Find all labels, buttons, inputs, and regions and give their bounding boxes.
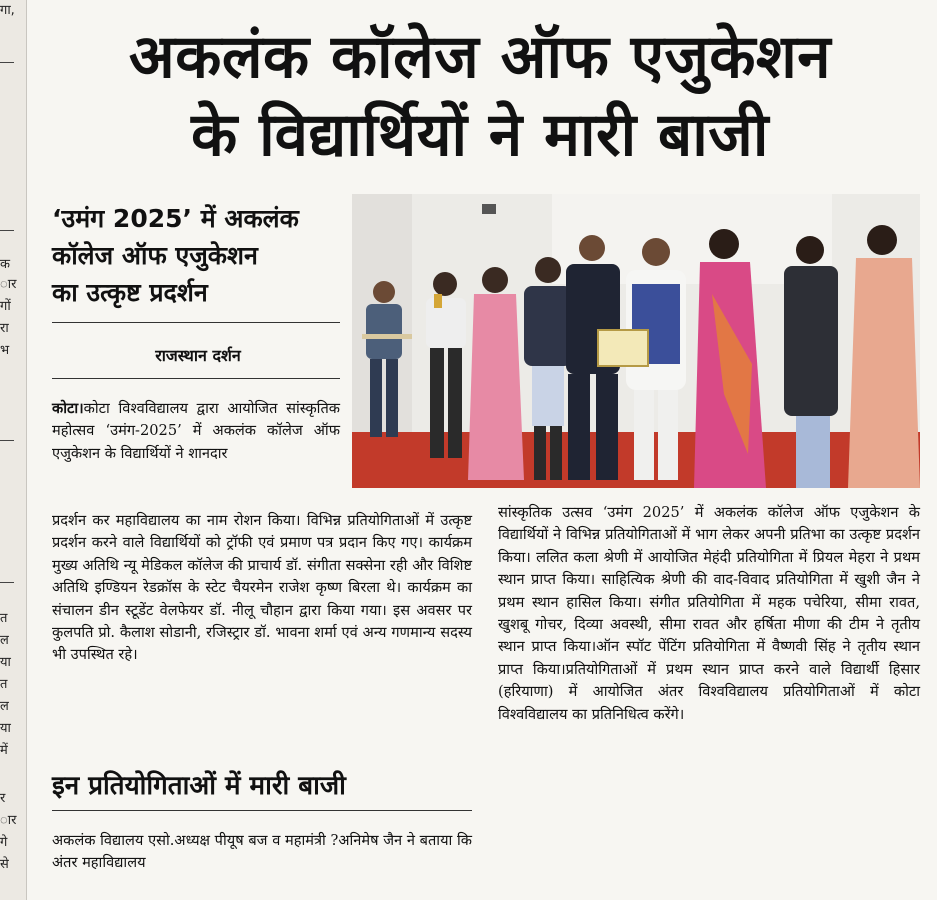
headline-line-2: के विद्यार्थियों ने मारी बाजी <box>191 100 769 170</box>
adjacent-column-strip <box>0 0 27 900</box>
section-rule <box>52 810 472 811</box>
event-photo <box>352 194 920 488</box>
subheadline <box>52 200 344 311</box>
section-body: अकलंक विद्यालय एसो.अध्यक्ष पीयूष बज व महामंत्री ?अनिमेष जैन ने बताया कि अंतर महाविद्यालय <box>52 832 472 872</box>
adjacent-text-fragment: त <box>0 611 8 626</box>
adjacent-text-fragment: या <box>0 655 11 670</box>
adjacent-rule <box>0 62 14 63</box>
adjacent-text-fragment: त <box>0 677 8 692</box>
adjacent-text-fragment: या <box>0 721 11 736</box>
subhead-rule <box>52 322 340 323</box>
adjacent-text-fragment: गे <box>0 835 8 850</box>
adjacent-text-fragment: ार <box>0 277 17 292</box>
adjacent-text-fragment: ल <box>0 633 9 648</box>
adjacent-text-fragment: रा <box>0 321 9 336</box>
event-photo-illustration <box>352 194 920 488</box>
person-figure <box>468 267 524 480</box>
photo-caption: सांस्कृतिक उत्सव ‘उमंग 2025’ में अकलंक कॉलेज ऑफ एजुकेशन के विद्यार्थियों ने विभिन्न प्रतियोगिताओं में भाग लेकर अपनी प्रतिभा का उत्कृष्ट प्रदर्शन किया। ललित कला श्रेणी में आयोजित मेहंदी प्रतियोगिता में प्रियल मेहरा ने प्रथम स्थान प्राप्त किया। साहित्यिक श्रेणी की वाद-विवाद प्रतियोगिता में खुशी जैन ने प्रथम स्थान हासिल किया। संगीत प्रतियोगिता में महक पचेरिया, सीमा रावत, खुशबू गोचर, दिव्या अवस्थी, सीमा रावत और हर्षिता मीणा की टीम ने तृतीय स्थान प्राप्त किया।ऑन स्पॉट पेंटिंग प्रतियोगिता में वैष्णवी सिंह ने तृतीय स्थान प्राप्त किया।प्रतियोगिताओं में प्रथम स्थान प्राप्त करने वाले विद्यार्थी हिसार (हरियाणा) में आयोजित अंतर विश्वविद्यालय प्रतियोगिताओं में कोटा विश्वविद्यालय का प्रतिनिधित्व करेंगे। <box>498 504 920 723</box>
adjacent-text-fragment: ल <box>0 699 9 714</box>
dateline: कोटा। <box>52 400 84 417</box>
adjacent-text-fragment: र <box>0 791 6 806</box>
headline <box>30 18 930 174</box>
adjacent-text-fragment: में <box>0 743 8 758</box>
story-body: प्रदर्शन कर महाविद्यालय का नाम रोशन किया। विभिन्न प्रतियोगिताओं में उत्कृष्ट प्रदर्शन करने वाले विद्यार्थियों को ट्रॉफी एवं प्रमाण पत्र प्रदान किए गए। कार्यक्रम मुख्य अतिथि न्यू मेडिकल कॉलेज की प्राचार्य डॉ. संगीता सक्सेना रही और विशिष्ट अतिथि इण्डियन रेडक्रॉस के स्टेट चैयरमेन राजेश कृष्ण बिरला थे। कार्यक्रम का संचालन डीन स्टूडेंट वेलफेयर डॉ. नीलू चौहान द्वारा किया गया। इस अवसर पर कुलपति प्रो. कैलाश सोडानी, रजिस्ट्रार डॉ. भावना शर्मा एवं अन्य गणमान्य सदस्य भी उपस्थित रहे। <box>52 512 472 664</box>
subhead-line-3: का उत्कृष्ट प्रदर्शन <box>52 278 208 307</box>
section-title: इन प्रतियोगिताओं में मारी बाजी <box>52 771 346 801</box>
byline-rule <box>52 378 340 379</box>
adjacent-rule <box>0 230 14 231</box>
subhead-line-1: ‘उमंग 2025’ में अकलंक <box>52 204 299 233</box>
adjacent-text-fragment: भ <box>0 343 10 358</box>
person-figure <box>848 225 920 488</box>
story-intro <box>52 398 340 465</box>
adjacent-text-fragment: क <box>0 257 10 272</box>
story-intro-text: कोटा विश्वविद्यालय द्वारा आयोजित सांस्कृतिक महोत्सव ‘उमंग-2025’ में अकलंक कॉलेज ऑफ एजुकेशन के विद्यार्थियों ने शानदार <box>52 400 340 462</box>
adjacent-text-fragment: से <box>0 857 9 872</box>
adjacent-rule <box>0 582 14 583</box>
byline: राजस्थान दर्शन <box>155 346 241 365</box>
subhead-line-2: कॉलेज ऑफ एजुकेशन <box>52 241 258 270</box>
adjacent-rule <box>0 440 14 441</box>
headline-line-1: अकलंक कॉलेज ऑफ एजुकेशन <box>128 22 832 92</box>
adjacent-text-fragment: गों <box>0 299 11 314</box>
adjacent-text-fragment: ार <box>0 813 17 828</box>
adjacent-text-fragment: गा, <box>0 3 15 18</box>
